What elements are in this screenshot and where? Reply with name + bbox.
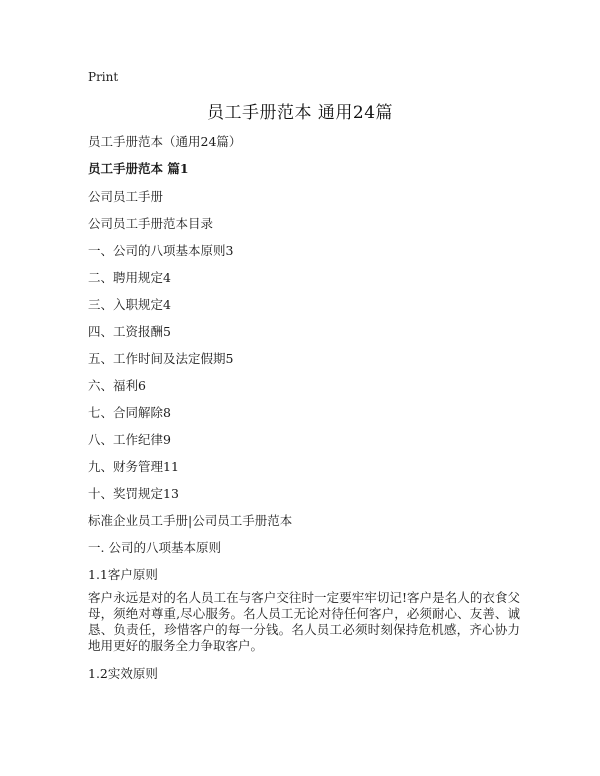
paragraph-1-1: 客户永远是对的名人员工在与客户交往时一定要牢牢切记!客户是名人的衣食父母，须绝对尊重,尽心服务。名人员工无论对待任何客户，必须耐心、友善、诚恳、负责任，珍惜客户的每一分钱。名人员工必须时刻保持危机感，齐心协力地用更好的服务全力争取客户。: [88, 590, 520, 653]
document-title: 员工手册范本 通用24篇: [206, 103, 394, 123]
toc-item: 六、福利6: [88, 378, 146, 393]
toc-title: 公司员工手册范本目录: [88, 216, 214, 231]
print-label: Print: [88, 70, 119, 84]
toc-item: 五、工作时间及法定假期5: [88, 351, 234, 366]
toc-item: 九、财务管理11: [88, 459, 179, 474]
subsection-1-1: 1.1客户原则: [88, 567, 158, 582]
toc-item: 一、公司的八项基本原则3: [88, 243, 234, 258]
toc-item: 八、工作纪律9: [88, 432, 171, 447]
subsection-1-2: 1.2实效原则: [88, 666, 158, 681]
section-heading: 员工手册范本 篇1: [88, 161, 189, 176]
toc-item: 四、工资报酬5: [88, 324, 171, 339]
toc-item: 二、聘用规定4: [88, 270, 171, 285]
company-handbook-line: 公司员工手册: [88, 189, 164, 204]
standard-handbook-line: 标准企业员工手册|公司员工手册范本: [88, 513, 293, 528]
principles-heading: 一. 公司的八项基本原则: [88, 540, 221, 555]
toc-item: 七、合同解除8: [88, 405, 171, 420]
toc-item: 三、入职规定4: [88, 297, 171, 312]
document-subtitle: 员工手册范本（通用24篇）: [88, 134, 242, 149]
toc-item: 十、奖罚规定13: [88, 486, 179, 501]
